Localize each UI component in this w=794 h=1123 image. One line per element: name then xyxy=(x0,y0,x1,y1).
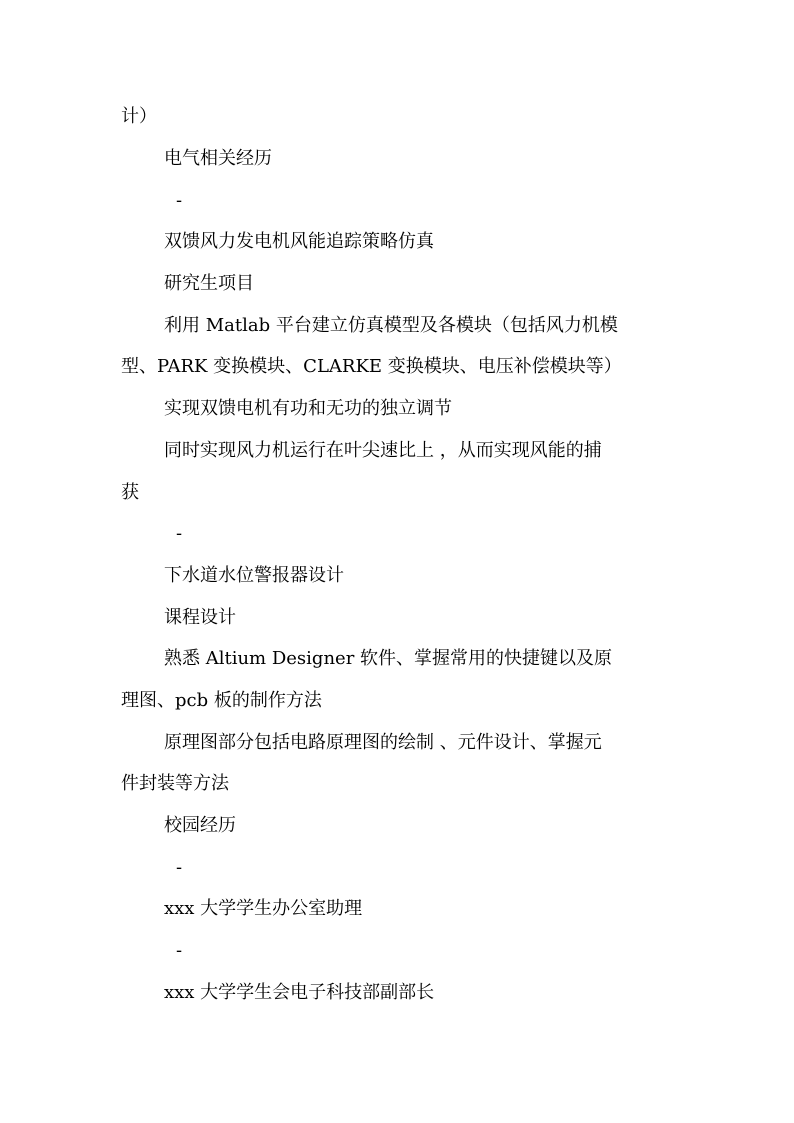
dash-separator: - xyxy=(176,857,183,878)
section-heading-electrical-experience: 电气相关经历 xyxy=(164,148,272,169)
project-type: 研究生项目 xyxy=(164,273,254,294)
text-line: 件封装等方法 xyxy=(121,773,229,794)
campus-role: xxx 大学学生会电子科技部副部长 xyxy=(164,982,435,1003)
text-line: 理图、pcb 板的制作方法 xyxy=(121,690,322,711)
dash-separator: - xyxy=(176,940,183,961)
text-line: 原理图部分包括电路原理图的绘制 、元件设计、掌握元 xyxy=(164,732,602,753)
dash-separator: - xyxy=(176,523,183,544)
text-line: 获 xyxy=(121,482,139,503)
dash-separator: - xyxy=(176,190,183,211)
text-line: 利用 Matlab 平台建立仿真模型及各模块（包括风力机模 xyxy=(164,315,618,336)
campus-role: xxx 大学学生办公室助理 xyxy=(164,898,363,919)
text-line: 型、PARK 变换模块、CLARKE 变换模块、电压补偿模块等） xyxy=(121,356,622,377)
project-title: 双馈风力发电机风能追踪策略仿真 xyxy=(164,231,434,252)
text-line: 同时实现风力机运行在叶尖速比上 ，从而实现风能的捕 xyxy=(164,440,602,461)
section-heading-campus-experience: 校园经历 xyxy=(164,815,236,836)
project-type: 课程设计 xyxy=(164,607,236,628)
text-line: 熟悉 Altium Designer 软件、掌握常用的快捷键以及原 xyxy=(164,648,613,669)
text-line: 实现双馈电机有功和无功的独立调节 xyxy=(164,398,452,419)
text-line: 计） xyxy=(121,106,157,127)
project-title: 下水道水位警报器设计 xyxy=(164,565,344,586)
